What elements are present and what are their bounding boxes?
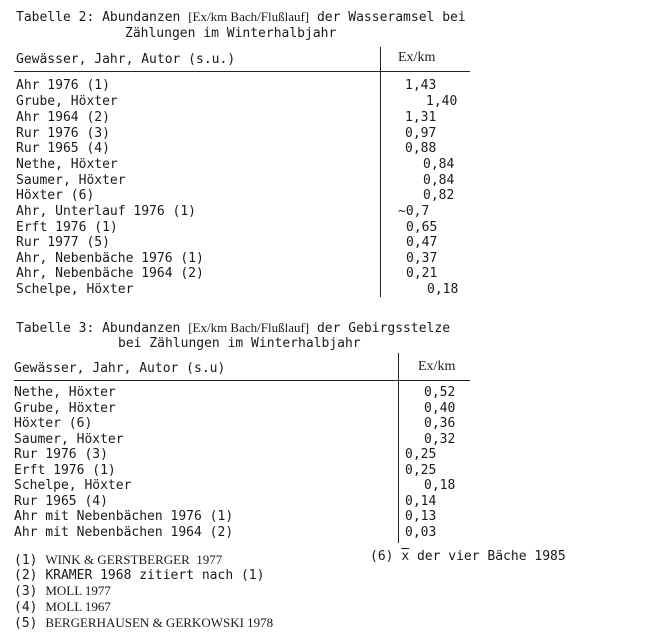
table2-title-line1: [16, 10, 466, 24]
table-row-name: Nethe, Höxter: [16, 157, 118, 172]
table3-header-left: Gewässer, Jahr, Autor (s.u): [14, 361, 226, 376]
footnote-item: [14, 584, 111, 598]
table-row-name: Saumer, Höxter: [14, 432, 124, 447]
table-row-name: Ahr, Nebenbäche 1964 (2): [16, 266, 204, 281]
table3-title-line1: [16, 321, 450, 335]
footnote-number: (5): [14, 616, 38, 631]
table-row-name: Ahr mit Nebenbächen 1964 (2): [14, 525, 234, 540]
table-row-name: Erft 1976 (1): [14, 463, 116, 478]
table-row-value: 0,36: [424, 416, 456, 431]
table-row-value: 0,18: [424, 478, 456, 493]
table2-header-right: Ex/km: [398, 50, 436, 65]
table-row-name: Rur 1965 (4): [16, 141, 110, 156]
table-row-name: Ahr mit Nebenbächen 1976 (1): [14, 509, 234, 524]
table2-header-rule: [14, 71, 470, 72]
table-row-value: 0,37: [406, 251, 438, 266]
table-row-value: 0,88: [405, 141, 437, 156]
table-row-name: Höxter (6): [14, 416, 93, 431]
table3-header-rule: [14, 380, 470, 381]
table-row-value: 0,84: [423, 157, 455, 172]
table-row-name: Rur 1965 (4): [14, 494, 108, 509]
table-row-value: 1,40: [426, 94, 458, 109]
table-row-value: 0,03: [405, 525, 437, 540]
table3-title-unit: [Ex/km Bach/Flußlauf]: [188, 320, 310, 335]
table-row-name: Schelpe, Höxter: [14, 478, 132, 493]
table-row-value: ~0,7: [398, 204, 430, 219]
table-row-name: Rur 1976 (3): [16, 126, 110, 141]
footnote-number: (2): [14, 568, 38, 583]
table-row-value: 0,14: [405, 494, 437, 509]
table2-title-suffix: der Wasseramsel bei: [309, 10, 466, 25]
table2-column-divider: [380, 47, 381, 297]
footnote-item: [14, 569, 264, 582]
table2-header-left: Gewässer, Jahr, Autor (s.u.): [16, 52, 236, 67]
table-row-name: Ahr, Nebenbäche 1976 (1): [16, 251, 204, 266]
table-row-name: Rur 1977 (5): [16, 235, 110, 250]
table2-title-unit: [Ex/km Bach/Flußlauf]: [188, 9, 310, 24]
table-row-value: 1,31: [405, 110, 437, 125]
table-row-name: Ahr 1964 (2): [16, 110, 110, 125]
table-row-value: 0,65: [406, 220, 438, 235]
table-row-value: 0,52: [424, 385, 456, 400]
table2-title-prefix: Tabelle 2: Abundanzen: [16, 10, 189, 25]
table-row-value: 0,47: [406, 235, 438, 250]
table-row-value: 1,43: [405, 78, 437, 93]
table-row-name: Grube, Höxter: [16, 94, 118, 109]
footnote-text: MOLL 1967: [45, 599, 111, 614]
table-row-value: 0,13: [405, 509, 437, 524]
table3-title-prefix: Tabelle 3: Abundanzen: [16, 321, 189, 336]
footnote-number: (1): [14, 553, 38, 568]
footnote-text: WINK & GERSTBERGER 1977: [45, 552, 223, 567]
table3-title-line2: bei Zählungen im Winterhalbjahr: [118, 336, 361, 351]
table-row-name: Grube, Höxter: [14, 401, 116, 416]
table-row-name: Schelpe, Höxter: [16, 282, 134, 297]
footnote-text: MOLL 1977: [45, 583, 111, 598]
table-row-name: Nethe, Höxter: [14, 385, 116, 400]
table-row-value: 0,84: [423, 173, 455, 188]
footnote-text: KRAMER 1968 zitiert nach (1): [45, 568, 265, 583]
table3-column-divider: [398, 353, 399, 543]
table-row-value: 0,32: [424, 432, 456, 447]
table-row-name: Erft 1976 (1): [16, 220, 118, 235]
table-row-name: Ahr 1976 (1): [16, 78, 110, 93]
table-row-value: 0,82: [423, 188, 455, 203]
table-row-name: Ahr, Unterlauf 1976 (1): [16, 204, 197, 219]
table-row-name: Saumer, Höxter: [16, 173, 126, 188]
footnote-text: BERGERHAUSEN & GERKOWSKI 1978: [45, 615, 274, 630]
table-row-value: 0,18: [427, 282, 459, 297]
footnote-item: [14, 600, 111, 614]
table-row-name: Rur 1976 (3): [14, 447, 108, 462]
footnote-number: (3): [14, 584, 38, 599]
footnote-number: (6): [370, 549, 394, 564]
table-row-value: 0,21: [406, 266, 438, 281]
table2-title-line2: Zählungen im Winterhalbjahr: [125, 26, 337, 41]
table-row-name: Höxter (6): [16, 188, 95, 203]
footnote-item-6: [370, 550, 566, 563]
footnote-item: [14, 553, 222, 567]
table3-header-right: Ex/km: [418, 359, 456, 374]
footnote-text: der vier Bäche 1985: [416, 549, 566, 564]
table-row-value: 0,97: [405, 126, 437, 141]
table-row-value: 0,25: [405, 463, 437, 478]
mean-x-bar-symbol: $\overline{x}$: [401, 549, 410, 564]
table-row-value: 0,25: [405, 447, 437, 462]
footnote-number: (4): [14, 600, 38, 615]
footnote-item: [14, 616, 273, 630]
table3-title-suffix: der Gebirgsstelze: [309, 321, 451, 336]
table-row-value: 0,40: [424, 401, 456, 416]
